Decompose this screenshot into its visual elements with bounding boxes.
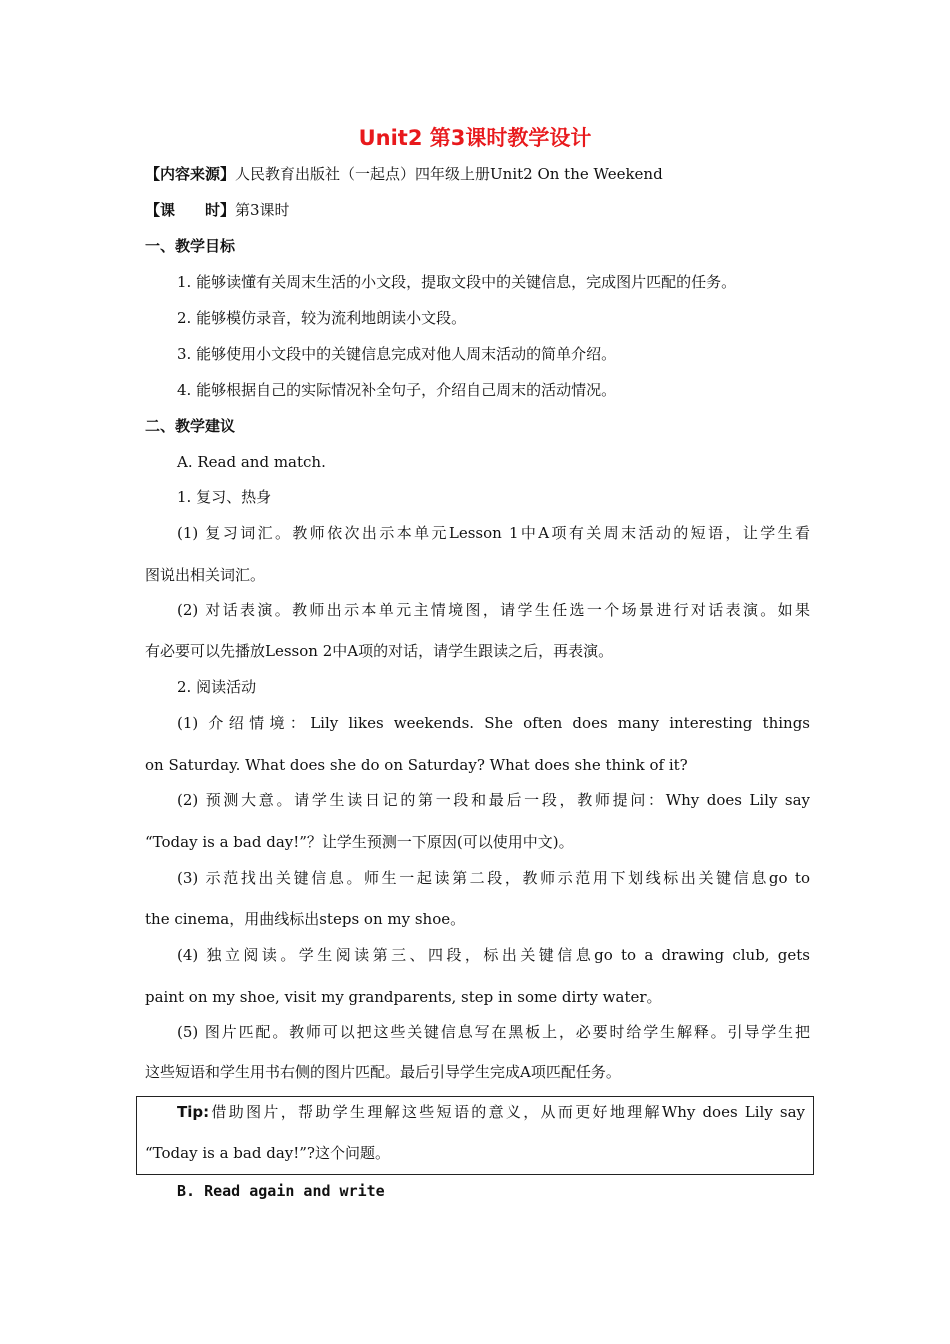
paragraph-line: 图说出相关词汇。 xyxy=(145,566,266,584)
source-text: 人民教育出版社（一起点）四年级上册Unit2 On the Weekend xyxy=(235,165,663,183)
paragraph-line: 有必要可以先播放Lesson 2中A项的对话，请学生跟读之后，再表演。 xyxy=(145,642,614,660)
step-heading: 1. 复习、热身 xyxy=(177,488,272,506)
goal-item: 4. 能够根据自己的实际情况补全句子，介绍自己周末的活动情况。 xyxy=(177,381,617,399)
tip-line: “Today is a bad day!”?这个问题。 xyxy=(145,1144,390,1162)
tip-text: 借助图片，帮助学生理解这些短语的意义，从而更好地理解Why does Lily say xyxy=(209,1103,805,1121)
paragraph-line: (2) 对话表演。教师出示本单元主情境图，请学生任选一个场景进行对话表演。如果 xyxy=(177,601,810,619)
goal-item: 1. 能够读懂有关周末生活的小文段，提取文段中的关键信息，完成图片匹配的任务。 xyxy=(177,273,737,291)
period-label: 【课 时】 xyxy=(145,201,236,219)
part-b-heading: B. Read again and write xyxy=(177,1182,385,1200)
source-line xyxy=(145,164,810,184)
section-heading-suggestions: 二、教学建议 xyxy=(145,417,236,435)
tip-label: Tip: xyxy=(177,1103,210,1121)
goal-item: 2. 能够模仿录音，较为流利地朗读小文段。 xyxy=(177,309,467,327)
paragraph-line: (4) 独立阅读。学生阅读第三、四段，标出关键信息go to a drawing club, gets xyxy=(177,946,810,964)
paragraph-line: (2) 预测大意。请学生读日记的第一段和最后一段，教师提问：Why does Lily say xyxy=(177,791,810,809)
source-label: 【内容来源】 xyxy=(145,165,236,183)
section-heading-goals: 一、教学目标 xyxy=(145,237,236,255)
paragraph-line: (5) 图片匹配。教师可以把这些关键信息写在黑板上，必要时给学生解释。引导学生把 xyxy=(177,1023,810,1041)
paragraph-line: the cinema，用曲线标出steps on my shoe。 xyxy=(145,910,466,928)
paragraph-line: 这些短语和学生用书右侧的图片匹配。最后引导学生完成A项匹配任务。 xyxy=(145,1063,621,1081)
document-title: Unit2 第3课时教学设计 xyxy=(358,126,592,150)
paragraph-line: (3) 示范找出关键信息。师生一起读第二段，教师示范用下划线标出关键信息go to xyxy=(177,869,810,887)
paragraph-line: “Today is a bad day!”？让学生预测一下原因(可以使用中文)。 xyxy=(145,833,574,851)
paragraph-line: (1) 复习词汇。教师依次出示本单元Lesson 1中A项有关周末活动的短语，让学生看 xyxy=(177,524,810,542)
period-line xyxy=(145,200,810,220)
paragraph-line: on Saturday. What does she do on Saturday? What does she think of it? xyxy=(145,756,688,774)
part-a-heading: A. Read and match. xyxy=(177,453,326,471)
paragraph-line: (1) 介绍情境：Lily likes weekends. She often does many interesting things xyxy=(177,714,810,732)
tip-line xyxy=(177,1102,805,1122)
goal-item: 3. 能够使用小文段中的关键信息完成对他人周末活动的简单介绍。 xyxy=(177,345,617,363)
period-text: 第3课时 xyxy=(235,201,290,219)
paragraph-line: paint on my shoe, visit my grandparents, step in some dirty water。 xyxy=(145,988,662,1006)
step-heading: 2. 阅读活动 xyxy=(177,678,257,696)
